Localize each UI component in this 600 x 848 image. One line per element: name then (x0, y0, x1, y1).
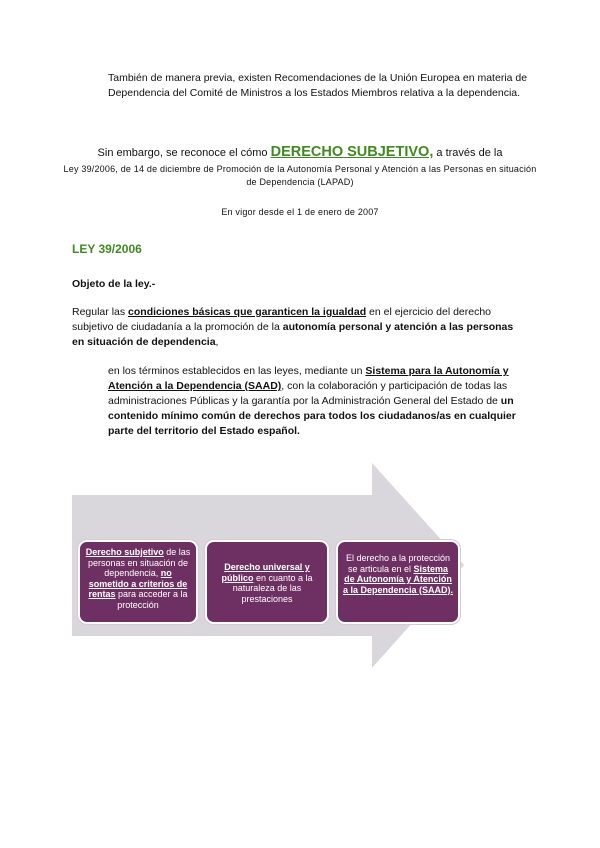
indented-bold: un contenido mínimo común de derechos para todos los ciudadanos/as en cualquier parte del territorio del Estado español. (108, 395, 516, 437)
box3-underlined: Sistema de Autonomía y Atención a la Dependencia (SAAD). (342, 563, 454, 595)
regular-text-3: , (215, 336, 219, 348)
regular-text-2: en el ejercicio del derecho subjetivo de ciudadanía a la promoción de la (72, 306, 492, 333)
indented-paragraph (108, 364, 528, 439)
objeto-heading: Objeto de la ley.- (72, 278, 156, 290)
indented-text-2: , con la colaboración y participación de todas las administraciones Públicas y la garantía por la Administración General del Estado de (108, 380, 508, 407)
subjective-text-after: a través de la (433, 147, 503, 159)
in-force-line: En vigor desde el 1 de enero de 2007 (221, 207, 379, 217)
regular-underlined: condiciones básicas que garanticen la igualdad (128, 306, 367, 318)
subjective-text-before: Sin embargo, se reconoce el cómo (97, 147, 271, 159)
box1-underlined-1: Derecho subjetivo (85, 547, 164, 557)
intro-paragraph: También de manera previa, existen Recomendaciones de la Unión Europea en materia de Dependencia del Comité de Ministros a los Estados Miembros relativa a la dependencia. (108, 72, 528, 99)
law-title-line: Ley 39/2006, de 14 de diciembre de Promoción de la Autonomía Personal y Atención a las Personas en situación de Dependencia (LAPAD) (63, 164, 537, 187)
box1-underlined-2: no sometido a criterios de rentas (88, 568, 188, 599)
box-derecho-subjetivo (78, 540, 198, 624)
saad-underlined: Sistema para la Autonomía y Atención a la Dependencia (SAAD) (108, 365, 509, 392)
subjective-right-line (60, 145, 540, 161)
process-diagram (72, 463, 464, 668)
ley-heading: LEY 39/2006 (72, 242, 142, 256)
box2-text: en cuanto a la naturaleza de las prestaciones (232, 572, 313, 604)
box2-underlined: Derecho universal y público (221, 562, 310, 583)
regular-paragraph (72, 305, 524, 350)
derecho-subjetivo-highlight: DERECHO SUBJETIVO, (270, 144, 434, 160)
regular-bold: autonomía personal y atención a las personas en situación de dependencia (72, 321, 514, 348)
box-saad (336, 540, 460, 624)
box1-text-2: para acceder a la protección (115, 589, 188, 610)
regular-text-1: Regular las (72, 306, 129, 318)
box1-text-1: de las personas en situación de dependencia, (87, 547, 191, 578)
box3-text: El derecho a la protección se articula en el (345, 553, 451, 574)
box-derecho-universal (205, 540, 329, 624)
indented-text-1: en los términos establecidos en las leyes, mediante un (108, 365, 366, 377)
